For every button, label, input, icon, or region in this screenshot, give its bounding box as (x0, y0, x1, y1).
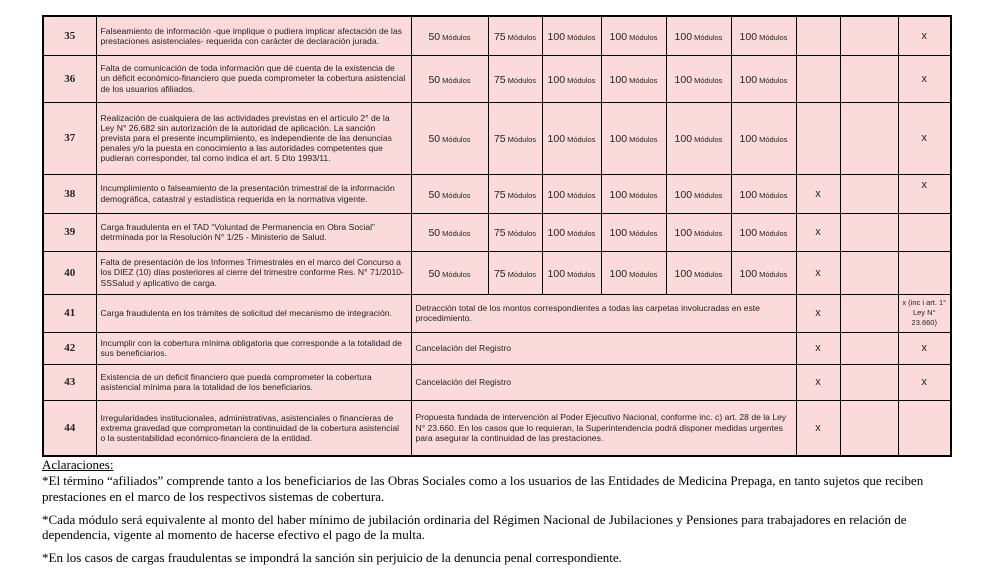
module-unit: Módulos (567, 269, 596, 279)
module-unit: Módulos (759, 269, 788, 279)
module-cell (731, 174, 796, 213)
module-cell (411, 174, 488, 213)
module-unit: Módulos (442, 229, 471, 238)
module-cell (411, 251, 488, 294)
clarification-note: *Cada módulo será equivalente al monto del haber mínimo de jubilación ordinaria del Régimen Nacional de Jubilaciones y Pensiones para trabajadores en relación de dependencia, vigente al momento de hacerse efectivo el pago de la multa. (42, 511, 907, 543)
sanctions-table (42, 15, 952, 457)
module-unit: Módulos (442, 32, 471, 42)
table-row (43, 174, 951, 213)
module-unit: Módulos (629, 75, 658, 85)
module-unit: Módulos (567, 32, 596, 42)
x-mark-cell: x (inc i art. 1° Ley N° 23.660) (898, 294, 951, 332)
table-row (43, 294, 951, 332)
table-row (43, 364, 951, 400)
module-cell (411, 16, 488, 55)
module-amount: 75 (493, 133, 506, 145)
x-mark-cell (840, 400, 898, 456)
module-amount: 100 (609, 267, 628, 280)
table-row (43, 400, 951, 456)
x-mark-cell: x (796, 332, 840, 364)
module-unit: Módulos (567, 75, 596, 85)
x-mark-cell (840, 251, 898, 294)
x-mark-cell: x (898, 174, 951, 213)
module-unit: Módulos (629, 190, 658, 200)
module-amount: 100 (674, 188, 693, 201)
module-cell (411, 102, 488, 174)
x-mark-cell (840, 332, 898, 364)
module-amount: 75 (493, 188, 506, 201)
module-cell (731, 251, 796, 294)
module-cell (488, 55, 542, 102)
module-cell (731, 16, 796, 55)
infraction-description: Falta de comunicación de toda información que dé cuenta de la existencia de un déficit económico-financiero que pueda comprometer la cobertura asistencial de los usuarios afiliados. (96, 55, 411, 102)
module-cell (542, 16, 601, 55)
module-unit: Módulos (629, 269, 658, 279)
x-mark-cell (840, 364, 898, 400)
clarification-note: *El término “afiliados” comprende tanto a los beneficiarios de las Obras Sociales como a los usuarios de las Entidades de Medicina Prepaga, en tanto sujetos que reciben prestaciones en el marco de los respectivos sistemas de cobertura. (42, 472, 924, 504)
row-number-cell: 37 (43, 102, 96, 174)
infraction-description: Carga fraudulenta en los trámites de solicitud del mecanismo de integración. (96, 294, 411, 332)
module-unit: Módulos (694, 190, 723, 200)
module-cell (731, 102, 796, 174)
x-mark-cell (898, 400, 951, 456)
module-amount: 50 (428, 227, 441, 239)
clarification-note: *En los casos de cargas fraudulentas se impondrá la sanción sin perjuicio de la denuncia penal correspondiente. (42, 550, 622, 566)
sanction-cell: Detracción total de los montos correspondientes a todas las carpetas involucradas en este procedimiento. (411, 294, 796, 332)
module-amount: 75 (493, 73, 506, 86)
module-unit: Módulos (694, 32, 723, 42)
x-mark-cell (840, 294, 898, 332)
module-amount: 50 (428, 267, 441, 280)
module-unit: Módulos (507, 32, 537, 42)
module-unit: Módulos (442, 190, 471, 200)
x-mark-cell: x (898, 332, 951, 364)
module-amount: 100 (609, 30, 628, 43)
row-number-cell: 42 (43, 332, 96, 364)
module-amount: 75 (493, 227, 506, 239)
table-row (43, 16, 951, 55)
x-mark-cell (840, 174, 898, 213)
module-amount: 100 (547, 188, 566, 201)
module-unit: Módulos (507, 75, 537, 85)
module-unit: Módulos (759, 190, 788, 200)
module-cell (601, 213, 666, 251)
module-amount: 100 (739, 188, 758, 201)
infraction-description: Falta de presentación de los Informes Trimestrales en el marco del Concurso a los DIEZ (10) días posteriores al cierre del trimestre conforme Res. N° 71/2010-SSSalud y aplicativo de carga. (96, 251, 411, 294)
module-unit: Módulos (629, 229, 658, 238)
module-unit: Módulos (567, 229, 596, 238)
module-unit: Módulos (629, 135, 658, 144)
x-mark-cell: x (898, 16, 951, 55)
x-mark-cell: x (898, 55, 951, 102)
sanction-cell: Cancelación del Registro (411, 364, 796, 400)
module-amount: 100 (609, 133, 628, 145)
infraction-description: Falseamiento de información -que implique o pudiera implicar afectación de las prestaciones asistenciales- requerida con carácter de declaración jurada. (96, 16, 411, 55)
module-cell (488, 102, 542, 174)
module-cell (666, 55, 731, 102)
module-amount: 100 (739, 133, 758, 145)
infraction-description: Incumplir con la cobertura mínima obligatoria que corresponde a la totalidad de sus beneficiarios. (96, 332, 411, 364)
module-unit: Módulos (694, 75, 723, 85)
module-cell (601, 102, 666, 174)
module-unit: Módulos (759, 32, 788, 42)
table-row (43, 102, 951, 174)
module-cell (411, 213, 488, 251)
module-amount: 100 (547, 227, 566, 239)
module-cell (731, 213, 796, 251)
module-amount: 50 (428, 30, 441, 43)
module-amount: 100 (674, 267, 693, 280)
x-mark-cell: x (796, 400, 840, 456)
module-unit: Módulos (507, 190, 537, 200)
module-amount: 75 (493, 267, 506, 280)
clarifications-title: Aclaraciones: (42, 457, 114, 472)
module-unit: Módulos (629, 32, 658, 42)
sanction-cell: Propuesta fundada de intervención al Poder Ejecutivo Nacional, conforme inc. c) art. 28 de la Ley N° 23.660. En los casos que lo requieran, la Superintendencia podrá disponer medidas urgentes para asegurar la continuidad de las prestaciones. (411, 400, 796, 456)
module-amount: 50 (428, 133, 441, 145)
module-amount: 100 (547, 133, 566, 145)
module-unit: Módulos (567, 190, 596, 200)
table-row (43, 213, 951, 251)
module-unit: Módulos (442, 269, 471, 279)
module-amount: 100 (739, 227, 758, 239)
module-cell (411, 55, 488, 102)
x-mark-cell: x (796, 364, 840, 400)
module-cell (601, 174, 666, 213)
module-unit: Módulos (567, 135, 596, 144)
module-amount: 100 (739, 267, 758, 280)
module-unit: Módulos (442, 75, 471, 85)
table-row (43, 332, 951, 364)
x-mark-cell (840, 213, 898, 251)
module-amount: 50 (428, 73, 441, 86)
infraction-description: Realización de cualquiera de las actividades previstas en el artículo 2° de la Ley N° 26.682 sin autorización de la autoridad de aplicación. La sanción prevista para el presente incumplimiento, es independiente de las denuncias penales y/o la puesta en conocimiento a las autoridades competentes que pudieran corresponder, tal como indica el art. 5 Dto 1993/11. (96, 102, 411, 174)
clarifications-section (42, 457, 954, 566)
module-cell (731, 55, 796, 102)
module-amount: 50 (428, 188, 441, 201)
module-amount: 100 (609, 73, 628, 86)
module-cell (542, 55, 601, 102)
x-mark-cell: x (898, 364, 951, 400)
row-number-cell: 41 (43, 294, 96, 332)
x-mark-cell (898, 251, 951, 294)
module-amount: 100 (547, 267, 566, 280)
infraction-description: Carga fraudulenta en el TAD “Voluntad de Permanencia en Obra Social” detrminada por la Resolución N° 1/25 - Ministerio de Salud. (96, 213, 411, 251)
infraction-description: Existencia de un deficit financiero que pueda comprometer la cobertura asistencial mínima para la totalidad de los beneficiarios. (96, 364, 411, 400)
module-amount: 75 (493, 30, 506, 43)
x-mark-cell: x (796, 174, 840, 213)
x-mark-cell: x (796, 294, 840, 332)
module-cell (666, 16, 731, 55)
module-unit: Módulos (759, 229, 788, 238)
x-mark-cell: x (898, 102, 951, 174)
module-unit: Módulos (507, 135, 537, 144)
module-amount: 100 (739, 30, 758, 43)
x-mark-cell: x (796, 251, 840, 294)
table-row (43, 55, 951, 102)
infraction-description: Irregularidades institucionales, administrativas, asistenciales o financieras de extrema gravedad que comprometan la continuidad de la cobertura asistencial o la sustentabilidad económico-financiera de la entidad. (96, 400, 411, 456)
module-unit: Módulos (759, 135, 788, 144)
row-number-cell: 38 (43, 174, 96, 213)
x-mark-cell (796, 102, 840, 174)
module-unit: Módulos (694, 229, 723, 238)
module-cell (601, 55, 666, 102)
sanction-cell: Cancelación del Registro (411, 332, 796, 364)
row-number-cell: 40 (43, 251, 96, 294)
module-amount: 100 (609, 188, 628, 201)
module-cell (488, 213, 542, 251)
table-row (43, 251, 951, 294)
x-mark-cell (840, 102, 898, 174)
module-cell (666, 174, 731, 213)
module-cell (488, 174, 542, 213)
module-cell (666, 213, 731, 251)
module-amount: 100 (674, 30, 693, 43)
module-unit: Módulos (507, 269, 537, 279)
x-mark-cell (840, 16, 898, 55)
x-mark-cell (898, 213, 951, 251)
module-cell (488, 16, 542, 55)
module-unit: Módulos (759, 75, 788, 85)
module-cell (488, 251, 542, 294)
module-amount: 100 (674, 73, 693, 86)
module-unit: Módulos (694, 135, 723, 144)
module-amount: 100 (547, 73, 566, 86)
row-number-cell: 39 (43, 213, 96, 251)
module-amount: 100 (674, 133, 693, 145)
module-unit: Módulos (694, 269, 723, 279)
module-cell (601, 251, 666, 294)
module-amount: 100 (547, 30, 566, 43)
module-cell (601, 16, 666, 55)
row-number-cell: 36 (43, 55, 96, 102)
x-mark-cell (840, 55, 898, 102)
module-cell (542, 174, 601, 213)
x-mark-cell (796, 55, 840, 102)
module-unit: Módulos (442, 135, 471, 144)
module-cell (542, 251, 601, 294)
row-number-cell: 35 (43, 16, 96, 55)
row-number-cell: 44 (43, 400, 96, 456)
x-mark-cell (796, 16, 840, 55)
module-cell (666, 102, 731, 174)
module-unit: Módulos (507, 229, 537, 238)
row-number-cell: 43 (43, 364, 96, 400)
x-mark-cell: x (796, 213, 840, 251)
module-amount: 100 (674, 227, 693, 239)
infraction-description: Incumplimiento o falseamiento de la presentación trimestral de la información demográfica, catastral y estadística requerida en la normativa vigente. (96, 174, 411, 213)
module-cell (542, 213, 601, 251)
module-cell (666, 251, 731, 294)
module-cell (542, 102, 601, 174)
module-amount: 100 (609, 227, 628, 239)
module-amount: 100 (739, 73, 758, 86)
